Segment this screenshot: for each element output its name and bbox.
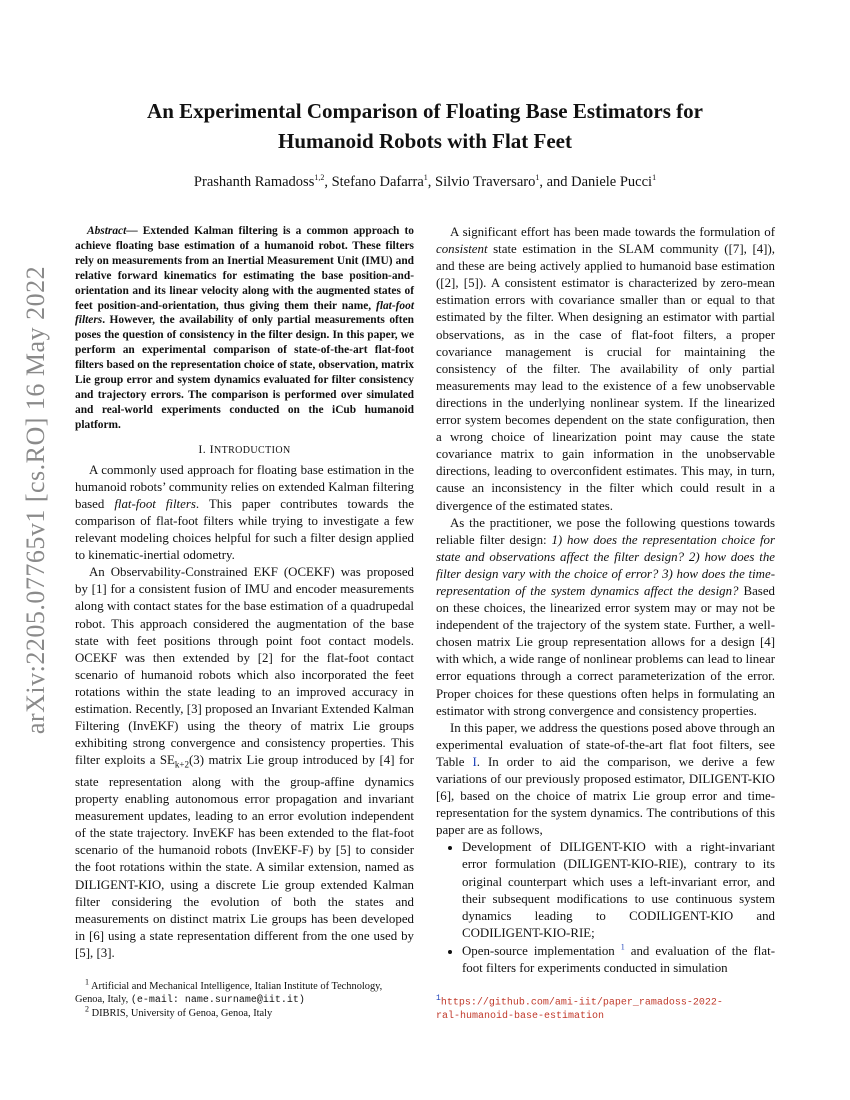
abstract-label: Abstract [87, 225, 127, 237]
footnote-1-marker[interactable]: 1 [620, 942, 625, 952]
contributions-list [436, 839, 775, 977]
title-line-1: An Experimental Comparison of Floating Base Estimators for [147, 99, 703, 123]
section-heading-introduction: I. INTRODUCTION [198, 441, 291, 456]
right-paragraph-2: As the practitioner, we pose the following questions towards reliable filter design: 1) how does the representation choice for state and observations affect the filter design? 2) how does the filter design vary with the choice of error? 3) how does the time-representation of the system dynamics affect the design? Based on these choices, the linearized error system may or may not be independent of the trajectory of the system state. Further, a well-chosen matrix Lie group representation allows for a design [4] with which, a wide range of nonlinear problems can lead to linear error equations through a correct parameterization of the error. Proper choices for these questions often helps in formulating an estimator with strong convergence and consistency properties. [436, 515, 775, 718]
right-paragraph-3: In this paper, we address the questions posed above through an experimental evaluation of state-of-the-art flat foot filters, see Table I. In order to aid the comparison, we derive a few variations of our previously proposed estimator, DILIGENT-KIO [6], based on the choice of matrix Lie group error and time-representation for the system dynamics. The contributions of this paper are as follows, [436, 720, 775, 838]
author-2: Stefano Dafarra [331, 174, 424, 190]
affiliation-1: $^1$ Artificial and Mechanical Intelligence, Italian Institute of Technology, Genoa, Italy, (e-mail: name.surname@iit.it) [75, 977, 383, 1006]
author-3-affil: 1 [535, 173, 540, 183]
author-3: Silvio Traversaro [435, 174, 536, 190]
email-text: (e-mail: name.surname@iit.it) [130, 995, 305, 1006]
right-paragraph-1: A significant effort has been made towards the formulation of consistent state estimation in the SLAM community ([7], [4]), and these are being actively applied to humanoid base estimation ([2], [5]). A consistent estimator is characterized by zero-mean estimation errors with covariance smaller than or equal to that estimated by the filter. When designing an estimator with partial observations, as in the case of flat-foot filters, a proper covariance management is crucial for maintaining the consistency of the filter. The availability of only partial measurements may lead to the existence of a few unobservable directions in the underlying nonlinear system. If the linearized error system becomes dependent on the state configuration, then a wrong choice of linearization point may cause the state covariance matrix to gain information in the unobservable directions, leading to overconfident estimates. This may, in turn, cause an inconsistency in the filter which could result in a divergence of the estimated states. [436, 225, 775, 513]
contribution-item: • Development of DILIGENT-KIO with a right-invariant error formulation (DILIGENT-KIO-RIE), contrary to its original counterpart which uses a left-invariant error, and their subsequent modifications to use continuous system dynamics leading to CODILIGENT-KIO and CODILIGENT-KIO-RIE; [462, 839, 775, 942]
affiliation-footnotes [75, 977, 414, 1020]
abstract: Abstract— Extended Kalman filtering is a common approach to achieve floating base estimation of a humanoid robot. These filters rely on measurements from an Inertial Measurement Unit (IMU) and relative forward kinematics for estimating the base position-and-orientation and its linear velocity along with the augmented states of feet position-and-orientation, thus giving them their name, flat-foot filters. However, the availability of only partial measurements often poses the question of consistency in the filter design. In this paper, we perform an experimental comparison of state-of-the-art flat-foot filters based on the representation choice of state, observation, matrix Lie group error and system dynamics evaluated for filter consistency and trajectory errors. The comparison is performed over simulated and real-world experiments conducted on the iCub humanoid platform. [75, 225, 414, 431]
contribution-item: • Open-source implementation $^1$ and evaluation of the flat-foot filters for experiments conducted in simulation [462, 943, 775, 977]
author-list: Prashanth Ramadoss$^{1,2}$, Stefano Dafarra$^1$, Silvio Traversaro$^1$, and Daniele Pucci$^1$ [193, 173, 657, 190]
author-4: Daniele Pucci [571, 174, 653, 190]
table-reference-link[interactable]: I [472, 754, 477, 769]
intro-paragraph-1: A commonly used approach for floating base estimation in the humanoid robots’ community relies on extended Kalman filtering based flat-foot filters. This paper contributes towards the comparison of flat-foot filters while trying to investigate a few relevant modeling choices helpful for such a filter design applied to kinematic-inertial odometry. [75, 462, 415, 563]
github-url[interactable]: $^1$https://github.com/ami-iit/paper_ramadoss-2022- [436, 994, 723, 1009]
arxiv-sidebar [14, 265, 58, 735]
author-1-affil: 1,2 [314, 173, 325, 183]
affiliation-2: $^2$ DIBRIS, University of Genoa, Genoa, Italy [85, 1004, 273, 1019]
author-1: Prashanth Ramadoss [193, 174, 315, 190]
title-line-2: Humanoid Robots with Flat Feet [278, 129, 572, 153]
author-2-affil: 1 [423, 173, 428, 183]
left-column [75, 224, 414, 962]
right-column [436, 224, 775, 978]
intro-paragraph-2: An Observability-Constrained EKF (OCEKF) was proposed by [1] for a consistent fusion of IMU and encoder measurements along with contact states for the base estimation of a quadrupedal robot. This approach considered the augmentation of the base state with feet positions through point foot contact models. OCEKF was then extended by [2] for the flat-foot contact scenario of humanoid robots which also incorporated the feet rotations within the state leading to an improved accuracy in estimation. Recently, [3] proposed an Invariant Extended Kalman Filtering (InvEKF) using the theory of matrix Lie groups exhibiting strong convergence and consistency properties. This filter exploits a $SE_{k+2}(3)$ matrix Lie group introduced by [4] for state representation along with the group-affine dynamics property enabling autonomous error propagation and invariant measurement updates, leading to an error evolution independent of the state trajectory. InvEKF has been extended to the flat-foot scenario of the humanoid robots (InvEKF-F) by [5] to consider the foot rotations within the state. A similar extension, named as DILIGENT-KIO, using a discrete Lie group extended Kalman filter considering the evolution of both the states and measurements on distinct matrix Lie groups has been developed in [6] using a state representation different from the one used by [5], [3]. [75, 565, 414, 960]
paper-title [75, 96, 775, 156]
arxiv-identifier: arXiv:2205.07765v1 [cs.RO] 16 May 2022 [21, 265, 50, 735]
github-footnote: $^1$https://github.com/ami-iit/paper_ramadoss-2022- ral-humanoid-base-estimation [436, 992, 786, 1023]
author-4-affil: 1 [652, 173, 657, 183]
